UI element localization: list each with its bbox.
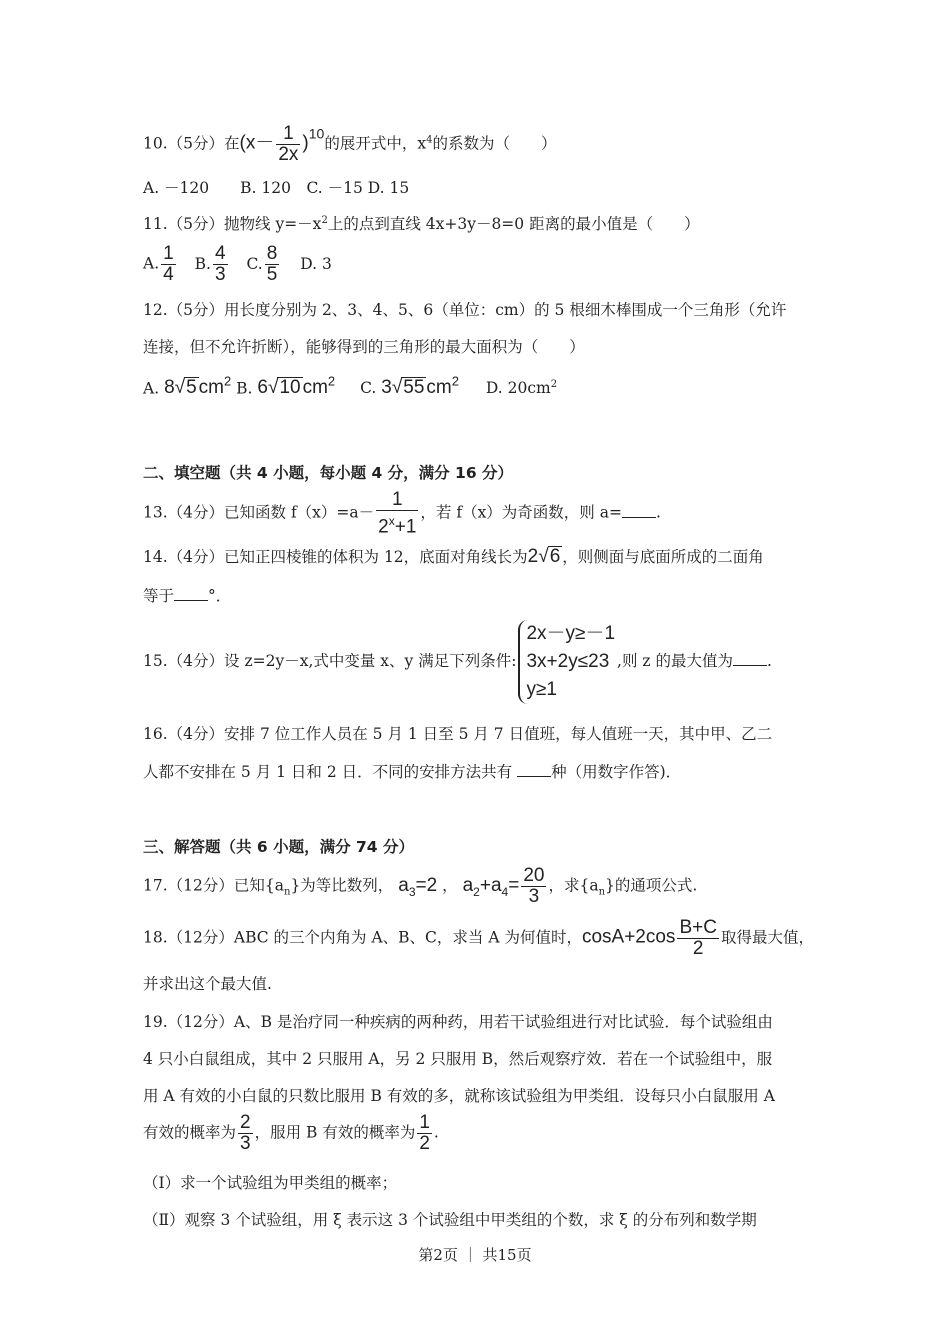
- question-19-line-4: 有效的概率为 $\frac{2}{3}$ ，服用 B 有效的概率为 $\frac{1}{2}$ .: [143, 1112, 439, 1154]
- fraction: $\frac{8}{5}$: [266, 243, 278, 285]
- question-19-line-2: 4 只小白鼠组成，其中 2 只服用 A，另 2 只服用 B，然后观察疗效．若在一个试验组中，服: [143, 1050, 773, 1068]
- question-12-line-2: 连接，但不允许折断），能够得到的三角形的最大面积为（ ）: [143, 338, 585, 356]
- fraction: $\frac{1}{4}$: [163, 243, 174, 285]
- question-19-line-1: 19.（12分）A、B 是治疗同一种疾病的两种药，用若干试验组进行对比试验．每个试验组由: [143, 1013, 773, 1031]
- fraction: $\frac{1}{2x}$: [278, 123, 299, 165]
- question-10-options: A. －120 B. 120 C. －15 D. 15: [143, 179, 410, 197]
- page-footer: 第2页 ｜ 共15页: [418, 1246, 532, 1264]
- answer-blank: [174, 586, 208, 601]
- question-19-line-3: 用 A 有效的小白鼠的只数比服用 B 有效的多，就称该试验组为甲类组．设每只小白鼠服用 A: [143, 1087, 775, 1105]
- fraction: $\frac{1}{2}$: [419, 1112, 430, 1154]
- question-18-line-2: 并求出这个最大值.: [143, 975, 272, 993]
- fraction: $\frac{B+C}{2}$: [679, 917, 717, 959]
- fraction: $\frac{4}{3}$: [214, 243, 226, 285]
- question-14-line-2: 等于 °．: [143, 587, 232, 605]
- question-15: 15.（4分）设 z=2y－x,式中变量 x、y 满足下列条件: 2x－y≥－1 3x+2y≤23 y≥1 ,则 z 的最大值为 .: [143, 620, 772, 704]
- question-16-line-2: 人都不安排在 5 月 1 日和 2 日．不同的安排方法共有 种（用数字作答)．: [143, 763, 682, 781]
- answer-blank: [733, 651, 767, 666]
- question-11: 11.（5分）抛物线 $y=-x^2$上的点到直线 4x+3y－8=0 距离的最小值是（ ）: [143, 214, 700, 233]
- question-19-part-1: （Ⅰ）求一个试验组为甲类组的概率；: [143, 1174, 398, 1192]
- section-heading-answers: 三、解答题（共 6 小题，满分 74 分）: [143, 838, 414, 856]
- fraction: $\frac{2}{3}$: [240, 1112, 251, 1154]
- question-18: 18.（12分）ABC 的三个内角为 A、B、C，求当 A 为何值时，cosA+2cos $\frac{B+C}{2}$ 取得最大值，: [143, 917, 814, 959]
- question-12-line-1: 12.（5分）用长度分别为 2、3、4、5、6（单位：cm）的 5 根细木棒围成一个三角形（允许: [143, 301, 787, 319]
- question-19-part-2: （Ⅱ）观察 3 个试验组，用 ξ 表示这 3 个试验组中甲类组的个数，求 ξ 的分布列和数学期: [143, 1211, 757, 1229]
- question-17: 17.（12分）已知$\{a_n\}$为等比数列， $a_3=2$ ， $a_2+a_4=$ $\frac{20}{3}$ ，求$\{a_n\}$的通项公式.: [143, 865, 698, 907]
- question-14-line-1: 14.（4分）已知正四棱锥的体积为 12，底面对角线长为2√6 ，则侧面与底面所成的二面角: [143, 546, 764, 567]
- question-13: 13.（4分）已知函数 f（x）=a－ $\frac{1}{2^x+1}$ ，若 f（x）为奇函数，则 a= .: [143, 489, 661, 538]
- section-heading-fill-in: 二、填空题（共 4 小题，每小题 4 分，满分 16 分）: [143, 464, 514, 482]
- inequality-system: 2x－y≥－1 3x+2y≤23 y≥1: [518, 620, 615, 704]
- answer-blank: [622, 503, 656, 518]
- question-11-options: A. $\frac{1}{4}$ B. $\frac{4}{3}$ C. $\frac{8}{5}$ D. 3: [143, 243, 332, 285]
- question-10: 10.（5分）在(x－ $\frac{1}{2x}$ )$^{10}$的展开式中，$x^4$的系数为（ ）: [143, 123, 557, 165]
- answer-blank: [517, 762, 551, 777]
- fraction: $\frac{1}{2^x+1}$: [378, 489, 417, 538]
- question-16-line-1: 16.（4分）安排 7 位工作人员在 5 月 1 日至 5 月 7 日值班，每人值班一天，其中甲、乙二: [143, 725, 773, 743]
- question-12-options: A. 8√5 $cm^2$ B. 6√10 $cm^2$ C. 3√55 $cm^2$ D. $20cm^2$: [143, 374, 558, 399]
- fraction: $\frac{20}{3}$: [523, 865, 545, 907]
